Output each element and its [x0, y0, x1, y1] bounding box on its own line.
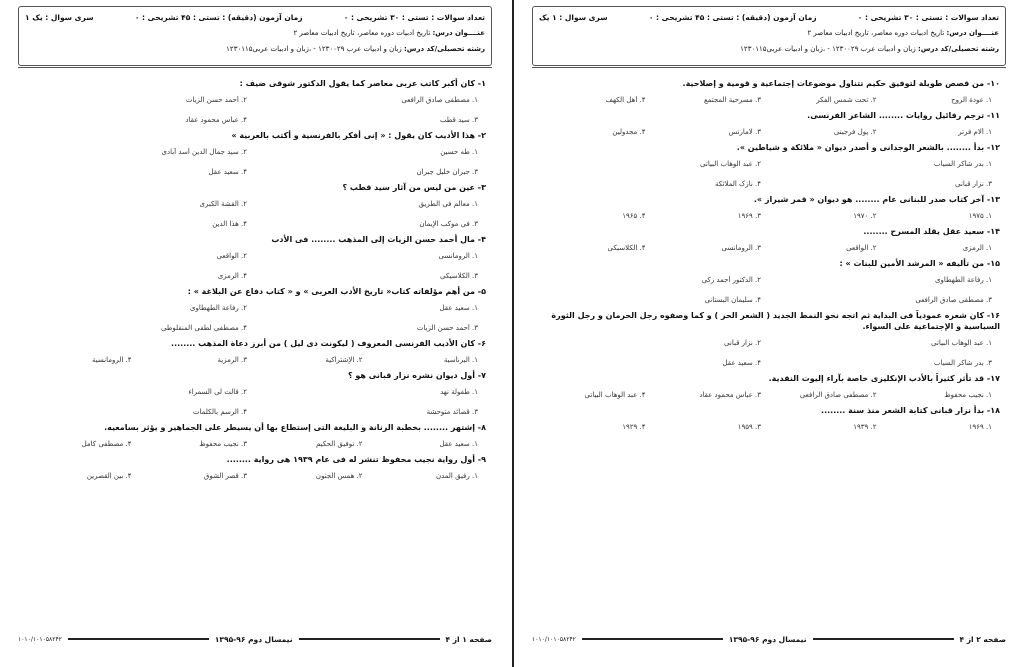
question-text: ۱۶- کان شعره عمودیاً فی البدایة ثم اتجه نحو النمط الجدید ( الشعر الحر ) و کما وصفوه رجل الحرمان و رجل الثورة السیاسیة و الإجتماعیة علی السواء. [551, 311, 1000, 331]
header-divider [532, 67, 1006, 68]
answer-option[interactable]: ۴. الرومانسیة [92, 356, 132, 364]
course-code-value: زبان و ادبیات عرب ۱۲۳۰۰۲۹ - ،زبان و ادبیات عربی۱۲۳۰۱۱۵ [226, 45, 402, 53]
questions-list [24, 72, 486, 627]
options-group [538, 160, 1000, 188]
exam-header [532, 6, 1006, 66]
course-code-label: رشته تحصیلی/کد درس: [917, 45, 999, 53]
answer-option[interactable]: ۱. رفاعة الطهطاوی [934, 276, 992, 284]
header-row [25, 13, 485, 22]
answer-option[interactable]: ۲. ۱۹۳۹ [853, 423, 877, 431]
answer-option[interactable]: ۲. القشة الکبری [199, 200, 247, 208]
answer-option[interactable]: ۴. مصطفی لطفی المنفلوطی [161, 324, 247, 332]
answer-option[interactable]: ۳. لامارتس [728, 128, 761, 136]
answer-option[interactable]: ۴. سلیمان البستانی [704, 296, 761, 304]
page-number: صفحه ۲ از ۴ [959, 634, 1006, 644]
options-group [538, 423, 1000, 431]
answer-option[interactable]: ۲. پول فرجینی [833, 128, 877, 136]
course-code-label: رشته تحصیلی/کد درس: [403, 45, 485, 53]
exam-time: زمان آزمون (دقیقه) : تستی : ۴۵ تشریحی : ۰ [648, 13, 817, 22]
answer-option[interactable]: ۱. سعید عقل [439, 440, 478, 448]
answer-option[interactable]: ۱. رفیق المدن [435, 472, 478, 480]
question-text: ۵- من أهم مؤلفاته کتاب« تاریخ الأدب العربی » و « کتاب دفاع عن البلاغة » : [187, 287, 486, 296]
options-group [538, 244, 1000, 252]
answer-option[interactable]: ۳. قصر الشوق [203, 472, 247, 480]
footer-rule-2 [582, 638, 723, 640]
question-text: ۹- أول روایة نجیب محفوظ تنشر له فی عام ۱۹۳۹ هی روایة ........ [226, 455, 486, 464]
course-title-value: تاریخ ادبیات دوره معاصر، تاریخ ادبیات معاصر ۲ [807, 29, 945, 37]
header-divider [18, 67, 492, 68]
answer-option[interactable]: ۲. تحت شمس الفکر [816, 96, 877, 104]
question-text: ۱۱- ترجم رفائیل روایات ........ الشاعر الفرنسی. [807, 111, 1000, 120]
answer-option[interactable]: ۲. قالت لی السمراء [188, 388, 247, 396]
options-group [24, 440, 486, 448]
answer-option[interactable]: ۱. ۱۹۷۵ [968, 212, 992, 220]
question-count: تعداد سوالات : تستی : ۳۰ تشریحی : ۰ [343, 13, 485, 22]
page-footer [18, 633, 492, 645]
answer-option[interactable]: ۳. الرمزیة [217, 356, 247, 364]
question-text: ۲- هذا الأدیب کان یقول : « إنی أفکر بالفرنسیة و أکتب بالعربیة » [231, 131, 486, 140]
question-text: ۷- أول دیوان نشره نزار قبانی هو ؟ [347, 371, 486, 380]
options-group [24, 148, 486, 176]
answer-option[interactable]: ۱. عبد الوهاب البیاتی [931, 339, 992, 347]
answer-option[interactable]: ۳. عباس محمود عقاد [699, 391, 761, 399]
exam-page-1 [0, 0, 510, 667]
course-code-row [25, 45, 485, 53]
question-text: ۱۲- بدأ ........ بالشعر الوجدانی و أصدر دیوان « ملائکة و شیاطین ». [736, 143, 1000, 152]
options-group [24, 96, 486, 124]
options-group [24, 200, 486, 228]
answer-option[interactable]: ۳. نجیب محفوظ [199, 440, 247, 448]
questions-list [538, 72, 1000, 627]
answer-option[interactable]: ۱. الرمزی [962, 244, 992, 252]
course-title-row [539, 29, 999, 37]
question-text: ۱۰- من قصص طویلة لتوفیق حکیم تتناول موضوعات إجتماعیة و قومیة و إصلاحیة. [682, 79, 1000, 88]
answer-option[interactable]: ۴. نازک الملائکة [714, 180, 761, 188]
page-code: ۱۰۱۰/۱۰۱۰۵۸۲۴۲ [531, 635, 576, 643]
answer-option[interactable]: ۳. نزار قبانی [955, 180, 992, 188]
question-text: ۱۸- بدأ نزار قبانی کتابة الشعر منذ سنة ........ [821, 406, 1000, 415]
answer-option[interactable]: ۳. بدر شاکر السیاب [933, 359, 992, 367]
question-text: ۱۴- سعید عقل یقلد المسرح ........ [863, 227, 1000, 236]
answer-option[interactable]: ۲. الواقعی [846, 244, 877, 252]
options-group [24, 356, 486, 364]
footer-rule-1 [299, 638, 440, 640]
answer-option[interactable]: ۳. ۱۹۵۹ [737, 423, 761, 431]
answer-option[interactable]: ۴. مجدولین [612, 128, 646, 136]
answer-option[interactable]: ۴. بین القصرین [86, 472, 132, 480]
answer-option[interactable]: ۱. معالم فی الطریق [418, 200, 478, 208]
answer-option[interactable]: ۲. أحمد حسن الزیات [185, 96, 247, 104]
answer-option[interactable]: ۱. الرومانسی [438, 252, 478, 260]
answer-option[interactable]: ۱. ألام فرتر [958, 128, 992, 136]
answer-option[interactable]: ۱. طه حسین [440, 148, 478, 156]
course-title-label: عنــــوان درس: [946, 29, 999, 37]
footer-rule-1 [813, 638, 954, 640]
answer-option[interactable]: ۴. الرسم بالکلمات [192, 408, 247, 416]
options-group [538, 339, 1000, 367]
options-group [538, 276, 1000, 304]
answer-option[interactable]: ۴. ۱۹۶۵ [622, 212, 646, 220]
answer-option[interactable]: ۲. نزار قبانی [724, 339, 761, 347]
answer-option[interactable]: ۱. عودة الروح [951, 96, 992, 104]
question-text: ۱۵- من تألیفه « المرشد الأمین للبنات » : [839, 259, 1000, 268]
answer-option[interactable]: ۲. همس الجنون [315, 472, 363, 480]
term-label: نیمسال دوم ۹۶-۱۳۹۵ [214, 634, 293, 644]
options-group [538, 391, 1000, 399]
answer-option[interactable]: ۴. الکلاسیکی [607, 244, 646, 252]
answer-option[interactable]: ۳. فی موکب الإیمان [419, 220, 478, 228]
answer-option[interactable]: ۱. سعید عقل [439, 304, 478, 312]
answer-option[interactable]: ۴. الرمزی [217, 272, 247, 280]
answer-option[interactable]: ۱. ۱۹۶۹ [968, 423, 992, 431]
answer-option[interactable]: ۳. أحمد حسن الزیات [416, 324, 478, 332]
answer-option[interactable]: ۳. الرومانسی [721, 244, 761, 252]
exam-time: زمان آزمون (دقیقه) : تستی : ۴۵ تشریحی : ۰ [134, 13, 303, 22]
answer-option[interactable]: ۲. مصطفی صادق الرافعی [799, 391, 877, 399]
options-group [538, 96, 1000, 104]
answer-option[interactable]: ۳. الکلاسیکی [439, 272, 478, 280]
answer-option[interactable]: ۲. الإشتراکیة [325, 356, 363, 364]
answer-option[interactable]: ۴. ۱۹۲۹ [622, 423, 646, 431]
answer-option[interactable]: ۱. البرناسیة [443, 356, 478, 364]
question-text: ۶- کان الأدیب الفرنسی المعروف ( لیکونت دی لیل ) من أبرز دعاة المذهب ........ [171, 339, 486, 348]
answer-option[interactable]: ۳. سید قطب [439, 116, 478, 124]
question-text: ۳- عین من لیس من آثار سید قطب ؟ [342, 183, 486, 192]
answer-option[interactable]: ۲. ۱۹۷۰ [853, 212, 877, 220]
answer-option[interactable]: ۴. سعید عقل [722, 359, 761, 367]
course-title-label: عنــــوان درس: [432, 29, 485, 37]
answer-option[interactable]: ۲. توفیق الحکیم [315, 440, 363, 448]
answer-option[interactable]: ۴. هذا الدین [212, 220, 247, 228]
course-code-row [539, 45, 999, 53]
series-number: سری سوال : یک ۱ [25, 13, 94, 22]
answer-option[interactable]: ۲. عبد الوهاب البیاتی [700, 160, 761, 168]
answer-option[interactable]: ۱. نجیب محفوظ [944, 391, 992, 399]
page-number: صفحه ۱ از ۴ [445, 634, 492, 644]
answer-option[interactable]: ۲. الواقعی [216, 252, 247, 260]
options-group [24, 304, 486, 332]
question-text: ۱- کان أکبر کاتب عربی معاصر کما یقول الدکتور شوقی ضیف : [239, 79, 486, 88]
answer-option[interactable]: ۳. جبران خلیل جبران [416, 168, 478, 176]
series-number: سری سوال : ۱ یک [539, 13, 608, 22]
answer-option[interactable]: ۳. ۱۹۶۹ [737, 212, 761, 220]
options-group [24, 388, 486, 416]
answer-option[interactable]: ۲. رفاعة الطهطاوی [189, 304, 247, 312]
page-code: ۱۰۱۰/۱۰۱۰۵۸۲۴۲ [17, 635, 62, 643]
answer-option[interactable]: ۳. مسرحیة المجتمع [703, 96, 761, 104]
course-code-value: زبان و ادبیات عرب ۱۲۳۰۰۲۹ - ،زبان و ادبیات عربی۱۲۳۰۱۱۵ [740, 45, 916, 53]
header-row [539, 13, 999, 22]
answer-option[interactable]: ۲. سید جمال الدین أسد آبادی [161, 148, 247, 156]
answer-option[interactable]: ۱. مصطفی صادق الرافعی [401, 96, 478, 104]
options-group [24, 252, 486, 280]
options-group [538, 212, 1000, 220]
answer-option[interactable]: ۴. سعید عقل [208, 168, 247, 176]
question-text: ۴- مال أحمد حسن الزیات إلی المذهب ........ فی الأدب [271, 235, 486, 244]
answer-option[interactable]: ۳. مصطفی صادق الرافعی [915, 296, 992, 304]
term-label: نیمسال دوم ۹۶-۱۳۹۵ [728, 634, 807, 644]
answer-option[interactable]: ۴. أهل الکهف [605, 96, 646, 104]
answer-option[interactable]: ۴. عبد الوهاب البیاتی [584, 391, 646, 399]
answer-option[interactable]: ۲. الدکتور أحمد زکی [701, 276, 761, 284]
course-title-row [25, 29, 485, 37]
options-group [24, 472, 486, 480]
question-text: ۸- إشتهر ........ بخطبة الرنانة و البلیغة التی إستطاع بها أن یسیطر علی الجماهیر و یؤثر بسامعیه. [104, 423, 486, 432]
footer-rule-2 [68, 638, 209, 640]
answer-option[interactable]: ۱. بدر شاکر السیاب [933, 160, 992, 168]
page-footer [532, 633, 1006, 645]
answer-option[interactable]: ۴. عباس محمود عقاد [185, 116, 247, 124]
answer-option[interactable]: ۳. قصائد متوحشة [426, 408, 478, 416]
question-text: ۱۷- قد تأثر کثیراً بالأدب الإنکلیزی خاصة بآراء إلیوت النقدیة. [768, 374, 1000, 383]
question-count: تعداد سوالات : تستی : ۳۰ تشریحی : ۰ [857, 13, 999, 22]
options-group [538, 128, 1000, 136]
exam-page-2 [514, 0, 1024, 667]
question-text: ۱۳- آخر کتاب صدر للبنانی عام ........ هو دیوان « قمر شیراز ». [753, 195, 1000, 204]
course-title-value: تاریخ ادبیات دوره معاصر، تاریخ ادبیات معاصر ۲ [293, 29, 431, 37]
answer-option[interactable]: ۴. مصطفی کامل [81, 440, 132, 448]
exam-header [18, 6, 492, 66]
answer-option[interactable]: ۱. طفولة نهد [440, 388, 478, 396]
